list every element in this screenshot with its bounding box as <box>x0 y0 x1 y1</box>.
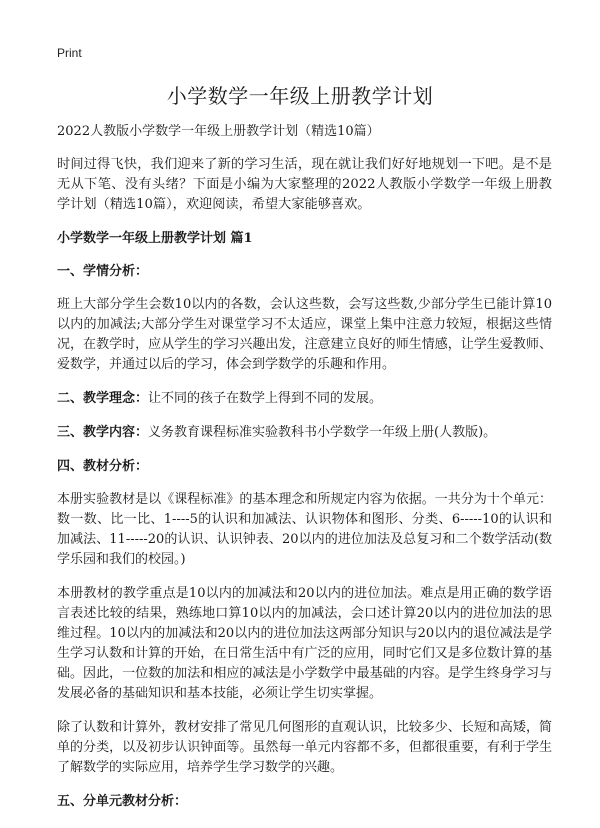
teaching-content-text: 义务教育课程标准实验教科书小学数学一年级上册(人教版)。 <box>148 425 497 440</box>
section-title: 小学数学一年级上册教学计划 篇1 <box>57 231 253 246</box>
textbook-analysis-paragraph-2: 本册教材的教学重点是10以内的加减法和20以内的进位加法。难点是用正确的数学语言表述比较的结果，熟练地口算10以内的加减法，会口述计算20以内的进位加法的思维过程。10以内的加减法和20以内的进位加法这两部分知识与20以内的退位减法是学生学习认数和计算的开始，在日常生活中有广泛的应用，同时它们又是多位数计算的基础。因此，一位数的加法和相应的减法是小学数学中最基础的内容。是学生终身学习与发展必备的基础知识和基本技能，必须让学生切实掌握。 <box>57 586 552 701</box>
textbook-analysis-paragraph-1: 本册实验教材是以《课程标准》的基本理念和所规定内容为依据。一共分为十个单元：数一数、比一比、1----5的认识和加减法、认识物体和图形、分类、6-----10的认识和加减法、11-----20的认识、认识钟表、20以内的进位加法及总复习和二个数学活动(数学乐园和我们的校园。) <box>57 492 552 567</box>
heading-teaching-philosophy: 二、教学理念： <box>57 391 149 406</box>
document-body <box>57 122 552 812</box>
textbook-analysis-paragraph-3: 除了认数和计算外，教材安排了常见几何图形的直观认识，比较多少、长短和高矮，简单的分类，以及初步认识钟面等。虽然每一单元内容都不多，但都很重要，有利于学生了解数学的实际应用，培养学生学习数学的兴趣。 <box>57 720 552 775</box>
intro-paragraph: 时间过得飞快，我们迎来了新的学习生活，现在就让我们好好地规划一下吧。是不是无从下笔、没有头绪？下面是小编为大家整理的2022人教版小学数学一年级上册教学计划（精选10篇），欢迎阅读，希望大家能够喜欢。 <box>57 157 552 212</box>
teaching-philosophy-text: 让不同的孩子在数学上得到不同的发展。 <box>148 391 383 406</box>
heading-teaching-content: 三、教学内容： <box>57 425 149 440</box>
document-subtitle: 2022人教版小学数学一年级上册教学计划（精选10篇） <box>57 124 380 139</box>
heading-unit-analysis: 五、分单元教材分析： <box>57 794 188 809</box>
teaching-philosophy-paragraph <box>57 389 552 409</box>
learning-analysis-paragraph: 班上大部分学生会数10以内的各数，会认这些数，会写这些数,少部分学生已能计算10以内的加减法;大部分学生对课堂学习不太适应，课堂上集中注意力较短，根据这些情况，在教学时，应从学生的学习兴趣出发，注意建立良好的师生情感，让学生爱教师、爱数学，并通过以后的学习，体会到学数学的乐趣和作用。 <box>57 297 552 372</box>
page-title: 小学数学一年级上册教学计划 <box>166 84 434 108</box>
heading-learning-analysis: 一、学情分析： <box>57 264 149 279</box>
print-link[interactable]: Print <box>57 46 82 60</box>
teaching-content-paragraph <box>57 423 552 443</box>
heading-textbook-analysis: 四、教材分析： <box>57 459 149 474</box>
